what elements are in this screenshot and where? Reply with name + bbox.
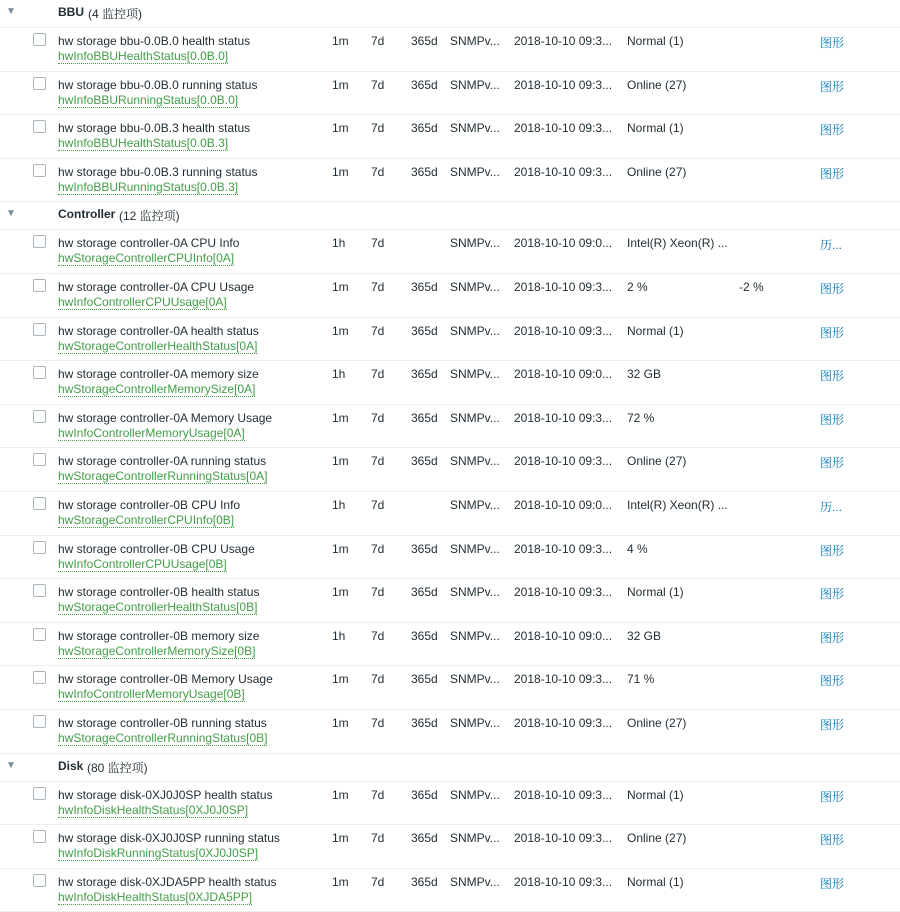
graph-link[interactable]: 图形 (820, 166, 845, 181)
expand-triangle-icon[interactable]: ▼ (6, 759, 16, 771)
row-checkbox[interactable] (33, 628, 46, 641)
row-checkbox[interactable] (33, 120, 46, 133)
row-checkbox[interactable] (33, 235, 46, 248)
row-checkbox[interactable] (33, 874, 46, 887)
table-row (0, 579, 900, 623)
item-type-cell: SNMPv... (450, 164, 500, 179)
table-row (0, 28, 900, 72)
item-type-cell: SNMPv... (450, 831, 500, 846)
item-name: hw storage bbu-0.0B.3 health status (58, 121, 251, 136)
update-interval-cell: 1m (332, 410, 349, 425)
item-name: hw storage controller-0A running status (58, 454, 267, 469)
row-checkbox[interactable] (33, 33, 46, 46)
history-cell: 7d (371, 715, 385, 730)
last-check-cell: 2018-10-10 09:3... (514, 34, 613, 48)
graph-link[interactable]: 图形 (820, 789, 845, 804)
item-type-cell: SNMPv... (450, 34, 500, 48)
history-cell: 7d (371, 497, 385, 512)
table-row (0, 115, 900, 159)
update-interval-cell: 1m (332, 672, 349, 687)
item-name: hw storage bbu-0.0B.0 health status (58, 34, 251, 48)
last-value-cell: Intel(R) Xeon(R) ... (627, 497, 728, 512)
update-interval-cell: 1m (332, 874, 349, 889)
trends-cell: 365d (411, 715, 438, 730)
item-name: hw storage controller-0A health status (58, 323, 259, 338)
item-key-link[interactable]: hwInfoDiskRunningStatus[0XJ0J0SP] (58, 846, 259, 861)
item-key-link[interactable]: hwStorageControllerMemorySize[0B] (58, 643, 256, 658)
last-check-cell: 2018-10-10 09:3... (514, 121, 613, 136)
table-row (0, 72, 900, 116)
group-header-disk (0, 754, 900, 782)
item-key-link[interactable]: hwStorageControllerMemorySize[0A] (58, 382, 256, 397)
item-key-link[interactable]: hwInfoControllerCPUUsage[0B] (58, 556, 227, 571)
item-name: hw storage controller-0B running status (58, 715, 267, 730)
history-cell: 7d (371, 410, 385, 425)
expand-triangle-icon[interactable]: ▼ (6, 208, 16, 220)
item-name: hw storage controller-0B CPU Usage (58, 541, 255, 556)
graph-link[interactable]: 图形 (820, 543, 845, 558)
graph-link[interactable]: 图形 (820, 123, 845, 138)
graph-link[interactable]: 图形 (820, 369, 845, 384)
history-cell: 7d (371, 787, 385, 802)
group-item-count: (80 监控项) (87, 760, 148, 775)
trends-cell: 365d (411, 831, 438, 846)
table-row (0, 710, 900, 754)
item-type-cell: SNMPv... (450, 454, 500, 469)
table-row (0, 448, 900, 492)
update-interval-cell: 1h (332, 367, 346, 382)
trends-cell: 365d (411, 77, 438, 92)
last-check-cell: 2018-10-10 09:3... (514, 410, 613, 425)
item-type-cell: SNMPv... (450, 585, 500, 600)
item-key-link[interactable]: hwInfoDiskHealthStatus[0XJDA5PP] (58, 889, 253, 904)
last-check-cell: 2018-10-10 09:3... (514, 279, 613, 294)
history-cell: 7d (371, 831, 385, 846)
update-interval-cell: 1m (332, 787, 349, 802)
table-row (0, 869, 900, 912)
row-checkbox[interactable] (33, 77, 46, 90)
table-row (0, 536, 900, 580)
item-name: hw storage controller-0B CPU Info (58, 497, 241, 512)
last-check-cell: 2018-10-10 09:3... (514, 787, 613, 802)
history-cell: 7d (371, 541, 385, 556)
item-type-cell: SNMPv... (450, 628, 500, 643)
group-item-count: (12 监控项) (119, 209, 180, 224)
table-row (0, 782, 900, 826)
graph-link[interactable]: 图形 (820, 674, 845, 689)
last-value-cell: Normal (1) (627, 874, 684, 889)
history-cell: 7d (371, 121, 385, 136)
last-value-cell: Online (27) (627, 164, 687, 179)
row-checkbox[interactable] (33, 453, 46, 466)
last-check-cell: 2018-10-10 09:3... (514, 323, 613, 338)
update-interval-cell: 1m (332, 121, 349, 136)
item-key-link[interactable]: hwStorageControllerHealthStatus[0A] (58, 338, 258, 353)
graph-link[interactable]: 图形 (820, 456, 845, 471)
row-checkbox[interactable] (33, 279, 46, 292)
item-name: hw storage disk-0XJDA5PP health status (58, 874, 277, 889)
table-row (0, 159, 900, 203)
item-key-link[interactable]: hwInfoBBUHealthStatus[0.0B.3] (58, 136, 229, 151)
update-interval-cell: 1m (332, 279, 349, 294)
row-checkbox[interactable] (33, 410, 46, 423)
row-checkbox[interactable] (33, 164, 46, 177)
row-checkbox[interactable] (33, 323, 46, 336)
item-type-cell: SNMPv... (450, 715, 500, 730)
last-value-cell: 2 % (627, 279, 648, 294)
trends-cell: 365d (411, 454, 438, 469)
group-header-controller (0, 202, 900, 230)
trends-cell: 365d (411, 874, 438, 889)
update-interval-cell: 1m (332, 541, 349, 556)
last-value-cell: Normal (1) (627, 34, 684, 48)
table-row (0, 230, 900, 274)
graph-link[interactable]: 图形 (820, 833, 845, 848)
row-checkbox[interactable] (33, 787, 46, 800)
history-cell: 7d (371, 585, 385, 600)
item-name: hw storage controller-0A memory size (58, 367, 259, 382)
row-checkbox[interactable] (33, 715, 46, 728)
item-key-link[interactable]: hwInfoBBURunningStatus[0.0B.0] (58, 92, 239, 107)
history-cell: 7d (371, 367, 385, 382)
update-interval-cell: 1m (332, 77, 349, 92)
table-row (0, 492, 900, 536)
update-interval-cell: 1h (332, 497, 346, 512)
item-key-link[interactable]: hwInfoDiskHealthStatus[0XJ0J0SP] (58, 802, 249, 817)
row-checkbox[interactable] (33, 584, 46, 597)
item-name: hw storage disk-0XJ0J0SP health status (58, 787, 273, 802)
last-check-cell: 2018-10-10 09:3... (514, 585, 613, 600)
update-interval-cell: 1m (332, 34, 349, 48)
row-checkbox[interactable] (33, 541, 46, 554)
item-type-cell: SNMPv... (450, 77, 500, 92)
update-interval-cell: 1m (332, 454, 349, 469)
last-check-cell: 2018-10-10 09:3... (514, 454, 613, 469)
last-check-cell: 2018-10-10 09:3... (514, 831, 613, 846)
update-interval-cell: 1m (332, 585, 349, 600)
last-value-cell: 32 GB (627, 628, 662, 643)
last-value-cell: Normal (1) (627, 585, 684, 600)
trends-cell: 365d (411, 541, 438, 556)
last-value-cell: Online (27) (627, 715, 687, 730)
history-cell: 7d (371, 77, 385, 92)
graph-link[interactable]: 图形 (820, 325, 845, 340)
last-check-cell: 2018-10-10 09:3... (514, 672, 613, 687)
graph-link[interactable]: 图形 (820, 630, 845, 645)
item-key-link[interactable]: hwStorageControllerRunningStatus[0A] (58, 469, 268, 484)
trends-cell: 365d (411, 628, 438, 643)
graph-link[interactable]: 历... (820, 238, 843, 253)
item-name: hw storage controller-0B memory size (58, 628, 260, 643)
update-interval-cell: 1h (332, 236, 346, 251)
last-check-cell: 2018-10-10 09:0... (514, 628, 613, 643)
item-key-link[interactable]: hwInfoControllerCPUUsage[0A] (58, 294, 227, 309)
last-value-cell: Intel(R) Xeon(R) ... (627, 236, 728, 251)
last-value-cell: Online (27) (627, 77, 687, 92)
row-checkbox[interactable] (33, 671, 46, 684)
group-name: BBU (58, 5, 84, 19)
item-name: hw storage controller-0A CPU Usage (58, 279, 255, 294)
history-cell: 7d (371, 236, 385, 251)
item-name: hw storage controller-0B Memory Usage (58, 672, 273, 687)
trends-cell: 365d (411, 367, 438, 382)
last-value-cell: 71 % (627, 672, 655, 687)
trends-cell: 365d (411, 323, 438, 338)
item-type-cell: SNMPv... (450, 279, 500, 294)
item-key-link[interactable]: hwStorageControllerCPUInfo[0A] (58, 251, 235, 266)
group-header-bbu (0, 0, 900, 28)
last-value-cell: Online (27) (627, 454, 687, 469)
last-check-cell: 2018-10-10 09:3... (514, 715, 613, 730)
last-check-cell: 2018-10-10 09:0... (514, 236, 613, 251)
trends-cell: 365d (411, 410, 438, 425)
trends-cell: 365d (411, 585, 438, 600)
update-interval-cell: 1h (332, 628, 346, 643)
table-row (0, 825, 900, 869)
item-key-link[interactable]: hwStorageControllerHealthStatus[0B] (58, 600, 258, 615)
trends-cell: 365d (411, 787, 438, 802)
trends-cell: 365d (411, 121, 438, 136)
table-row (0, 274, 900, 318)
row-checkbox[interactable] (33, 366, 46, 379)
update-interval-cell: 1m (332, 323, 349, 338)
table-row (0, 361, 900, 405)
graph-link[interactable]: 图形 (820, 36, 845, 50)
history-cell: 7d (371, 672, 385, 687)
graph-link[interactable]: 图形 (820, 79, 845, 94)
group-name: Disk (58, 758, 84, 773)
last-check-cell: 2018-10-10 09:3... (514, 164, 613, 179)
history-cell: 7d (371, 628, 385, 643)
last-value-cell: 72 % (627, 410, 655, 425)
history-cell: 7d (371, 34, 385, 48)
last-value-cell: Online (27) (627, 831, 687, 846)
item-key-link[interactable]: hwInfoBBUHealthStatus[0.0B.0] (58, 49, 229, 63)
item-key-link[interactable]: hwInfoControllerMemoryUsage[0A] (58, 425, 245, 440)
change-cell: -2 % (739, 279, 764, 294)
item-name: hw storage bbu-0.0B.0 running status (58, 77, 258, 92)
item-key-link[interactable]: hwStorageControllerCPUInfo[0B] (58, 512, 235, 527)
history-cell: 7d (371, 323, 385, 338)
item-type-cell: SNMPv... (450, 410, 500, 425)
item-type-cell: SNMPv... (450, 541, 500, 556)
item-key-link[interactable]: hwInfoBBURunningStatus[0.0B.3] (58, 179, 239, 194)
item-type-cell: SNMPv... (450, 323, 500, 338)
update-interval-cell: 1m (332, 831, 349, 846)
item-type-cell: SNMPv... (450, 367, 500, 382)
item-type-cell: SNMPv... (450, 497, 500, 512)
last-check-cell: 2018-10-10 09:0... (514, 497, 613, 512)
last-value-cell: 32 GB (627, 367, 662, 382)
item-name: hw storage bbu-0.0B.3 running status (58, 164, 258, 179)
last-value-cell: Normal (1) (627, 787, 684, 802)
item-key-link[interactable]: hwInfoControllerMemoryUsage[0B] (58, 687, 245, 702)
last-check-cell: 2018-10-10 09:0... (514, 367, 613, 382)
item-name: hw storage controller-0B health status (58, 585, 260, 600)
expand-triangle-icon[interactable]: ▼ (6, 6, 16, 17)
history-cell: 7d (371, 874, 385, 889)
graph-link[interactable]: 图形 (820, 876, 845, 891)
graph-link[interactable]: 图形 (820, 412, 845, 427)
item-name: hw storage controller-0A Memory Usage (58, 410, 273, 425)
graph-link[interactable]: 历... (820, 499, 843, 514)
group-name: Controller (58, 207, 116, 222)
item-name: hw storage controller-0A CPU Info (58, 236, 240, 251)
trends-cell: 365d (411, 672, 438, 687)
table-row (0, 666, 900, 710)
last-check-cell: 2018-10-10 09:3... (514, 541, 613, 556)
update-interval-cell: 1m (332, 164, 349, 179)
history-cell: 7d (371, 164, 385, 179)
graph-link[interactable]: 图形 (820, 717, 845, 732)
trends-cell: 365d (411, 164, 438, 179)
history-cell: 7d (371, 279, 385, 294)
item-type-cell: SNMPv... (450, 672, 500, 687)
item-type-cell: SNMPv... (450, 236, 500, 251)
item-type-cell: SNMPv... (450, 874, 500, 889)
last-check-cell: 2018-10-10 09:3... (514, 874, 613, 889)
last-value-cell: Normal (1) (627, 121, 684, 136)
graph-link[interactable]: 图形 (820, 587, 845, 602)
trends-cell: 365d (411, 279, 438, 294)
last-value-cell: 4 % (627, 541, 648, 556)
item-key-link[interactable]: hwStorageControllerRunningStatus[0B] (58, 730, 268, 745)
row-checkbox[interactable] (33, 497, 46, 510)
table-row (0, 623, 900, 667)
history-cell: 7d (371, 454, 385, 469)
graph-link[interactable]: 图形 (820, 281, 845, 296)
group-item-count: (4 监控项) (88, 7, 143, 21)
item-type-cell: SNMPv... (450, 121, 500, 136)
row-checkbox[interactable] (33, 830, 46, 843)
last-check-cell: 2018-10-10 09:3... (514, 77, 613, 92)
update-interval-cell: 1m (332, 715, 349, 730)
last-value-cell: Normal (1) (627, 323, 684, 338)
item-name: hw storage disk-0XJ0J0SP running status (58, 831, 280, 846)
table-row (0, 405, 900, 449)
table-row (0, 318, 900, 362)
item-type-cell: SNMPv... (450, 787, 500, 802)
trends-cell: 365d (411, 34, 438, 48)
